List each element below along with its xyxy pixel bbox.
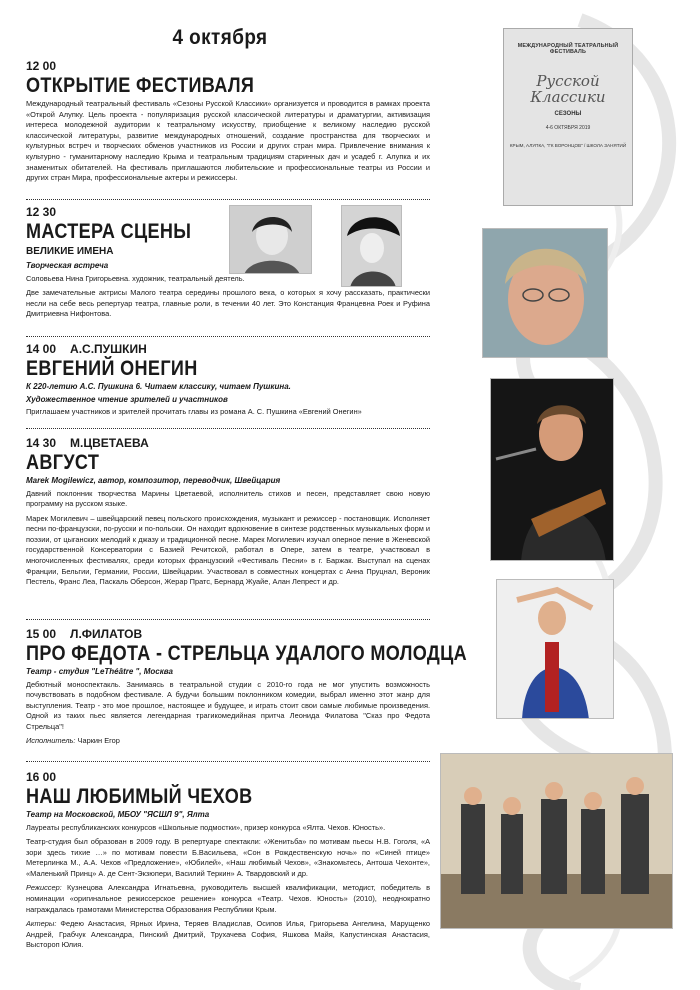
page-heading: 4 октября: [172, 26, 268, 49]
event-author: А.С.ПУШКИН: [70, 342, 147, 356]
event-description: Давний поклонник творчества Марины Цветаевой, исполнитель стихов и песен, представляет свою новую программу на русском языке.: [26, 488, 430, 509]
event-lead: Marek Mogilewicz, автор, композитор, переводчик, Швейцария: [26, 476, 281, 485]
event-time: 14 30 М.ЦВЕТАЕВА: [26, 436, 149, 450]
event-lead-2: Художественное чтение зрителей и участников: [26, 394, 228, 404]
poster-seasons: СЕЗОНЫ: [554, 111, 582, 117]
event-time: 14 00 А.С.ПУШКИН: [26, 342, 147, 356]
event-onegin: [26, 343, 430, 422]
section-divider: [26, 428, 430, 429]
nina-solovieva-photo: [482, 228, 608, 358]
event-person: Соловьева Нина Григорьевна. художник, театральный деятель.: [26, 273, 245, 283]
event-author: Л.ФИЛАТОВ: [70, 627, 143, 641]
section-divider: [26, 761, 430, 762]
event-opening: [26, 60, 430, 188]
marek-mogilewicz-photo: [490, 378, 614, 561]
event-description-2: Марек Могилевич – швейцарский певец польского происхождения, музыкант и режиссер - постановщик. Исполняет песни по-французски, по-русски и по-польски. Он находит вдохновение в синтезе родственных музыкальных форм и поэзии, от цыганских мелодий к джазу и традиционной песне. Марек Могилевич изучал оперное пение в Женевской государственной Консерватории с Базией Речитской, работал в Опере, затем в театре, участвовал в многочисленных фестивалях, среди которых французский «Фестиваль Песни» в г. Бaржак. Выступал на сценах Франции, Бельгии, Германии, России, Швейцарии. Участвовал в совместных концертах с Анна Пруцнал, Вероник Пестель, Франс Леа, Паскаль Оберсон, Жерар Пратс, Бернард Жуайе, Алан Лепрест и др.: [26, 513, 430, 587]
event-time: 15 00 Л.ФИЛАТОВ: [26, 627, 143, 641]
actress-photo-1: [229, 205, 312, 274]
event-fedot: [26, 627, 468, 751]
event-lead: К 220-летию А.С. Пушкина 6. Читаем классику, читаем Пушкина.: [26, 382, 291, 391]
event-august: [26, 437, 430, 592]
event-chekhov: [26, 771, 430, 955]
event-actors: Актеры: Федею Анастасия, Ярных Ирина, Теряев Владислав, Осипов Илья, Григорьева Ангелина, Марущенко Андрей, Грабчук Александра, Пинский Дмитрий, Трухачева София, Яшкова Майя, Капустинская Анастасия, Выстороп Юлия.: [26, 919, 430, 950]
event-description: Две замечательные актрисы Малого театра середины прошлого века, о которых я хочу рассказать, практически несли на себе весь репертуар театра, главные роли, в течении 40 лет. Это Констанция Францевна Роек и Руфина Дмитриевна Нифонтова.: [26, 288, 430, 319]
event-description-2: Театр-студия был образован в 2009 году. В репертуаре спектакли: «Женитьба» по мотивам пьесы Н.В. Гоголя, «А зори здесь тихие …» по мотивам повести Б.Васильева, «Сон в Рождественскую ночь» по «Синей птице» Метерлинка М., А.А. Чехов «Предложение», «Юбилей», «Наш любимый Чехов», «Знакомьтесь, Антоша Чехонте», «Маленький Принц» А. де Сент-Экзюпери, Василий Теркин» А. Твардовский и др.: [26, 837, 430, 878]
chekhov-troupe-photo: [440, 753, 673, 929]
poster-dates: 4-6 ОКТЯБРЯ 2019: [545, 125, 591, 131]
poster-place: КРЫМ, АЛУПКА, "ГК ВОРОНЦОВ" / ШКОЛА ЗАНЯТИЙ: [509, 143, 627, 148]
event-title: МАСТЕРА СЦЕНЫ: [26, 220, 192, 243]
event-director: Режиссер: Кузнецова Александра Игнатьевна, руководитель высшей квалификации, методист, победитель в номинации «оригинальное режиссерское решение» конкурса «Театр. Чехов. Юность» (2010), неоднократно награждалась грамотами Министерства Образования Республики Крым.: [26, 883, 431, 914]
event-title: ЕВГЕНИЙ ОНЕГИН: [26, 357, 198, 380]
event-title: АВГУСТ: [26, 451, 100, 474]
event-description: Международный театральный фестиваль «Сезоны Русской Классики» организуется и проводится в рамках проекта «Открой Алупку. Цель проекта - популяризация русской классической литературы и драматургии, активизация интереса молодежной аудитории к театральному искусству, приобщение к великому наследию русской классической литературы, развитие международных отношений, создание пространства для творческих и культурных встреч и творческих обменов участников из России и других стран мира. Привлечение внимания к культурно - гуманитарному наследию Крыма и театральным традициям старинных дач и усадеб г. Алупка и их знаменитых обитателей. На фестиваль приглашаются любительские и профессиональные театры из России и других стран Мира, профессиональные актеры и режиссеры.: [26, 99, 430, 183]
event-title: ПРО ФЕДОТА - СТРЕЛЬЦА УДАЛОГО МОЛОДЦА: [26, 642, 468, 665]
event-time: 16 00: [26, 770, 57, 784]
section-divider: [26, 619, 430, 620]
event-time: 12 30: [26, 205, 57, 219]
event-description: Приглашаем участников и зрителей прочитать главы из романа А. С. Пушкина «Евгений Онегин»: [26, 407, 362, 416]
poster-script-title: Русской Классики: [530, 72, 606, 106]
festival-poster: [503, 28, 633, 206]
event-subtitle: ВЕЛИКИЕ ИМЕНА: [26, 246, 114, 257]
egor-charkin-photo: [496, 579, 614, 719]
actress-photo-2: [341, 205, 402, 287]
event-description: Дебютный моноспектакль. Занимаясь в театральной студии с 2010-го года не мог упустить возможность почувствовать в подобном фестивале. А будучи большим поклонником комедии, выбрал именно этот жанр для выступления. Театр - это мое прошлое, настоящее и будущее, и играть стоит свои самые любимые произведения. Одной из таких пьес является легендарная трагикомедийная притча Леонида Филатова "Сказ про Федота Стрельца"!: [26, 679, 430, 731]
event-title: ОТКРЫТИЕ ФЕСТИВАЛЯ: [26, 74, 255, 97]
poster-festival-label: МЕЖДУНАРОДНЫЙ ТЕАТРАЛЬНЫЙ ФЕСТИВАЛЬ: [517, 43, 619, 55]
event-lead: Творческая встреча: [26, 261, 109, 270]
section-divider: [26, 336, 430, 337]
event-lead: Театр на Московской, МБОУ "ЯСШЛ 9", Ялта: [26, 810, 210, 819]
section-divider: [26, 199, 430, 200]
event-performer: Исполнитель: Чаркин Егор: [26, 736, 120, 746]
event-lead: Театр - студия "LeThéâtre ", Москва: [26, 667, 173, 676]
event-description: Лауреаты республиканских конкурсов «Школьные подмостки», призер конкурса «Ялта. Чехов. Юность».: [26, 822, 386, 832]
event-time: 12 00: [26, 59, 57, 73]
event-author: М.ЦВЕТАЕВА: [70, 436, 149, 450]
event-title: НАШ ЛЮБИМЫЙ ЧЕХОВ: [26, 785, 253, 808]
